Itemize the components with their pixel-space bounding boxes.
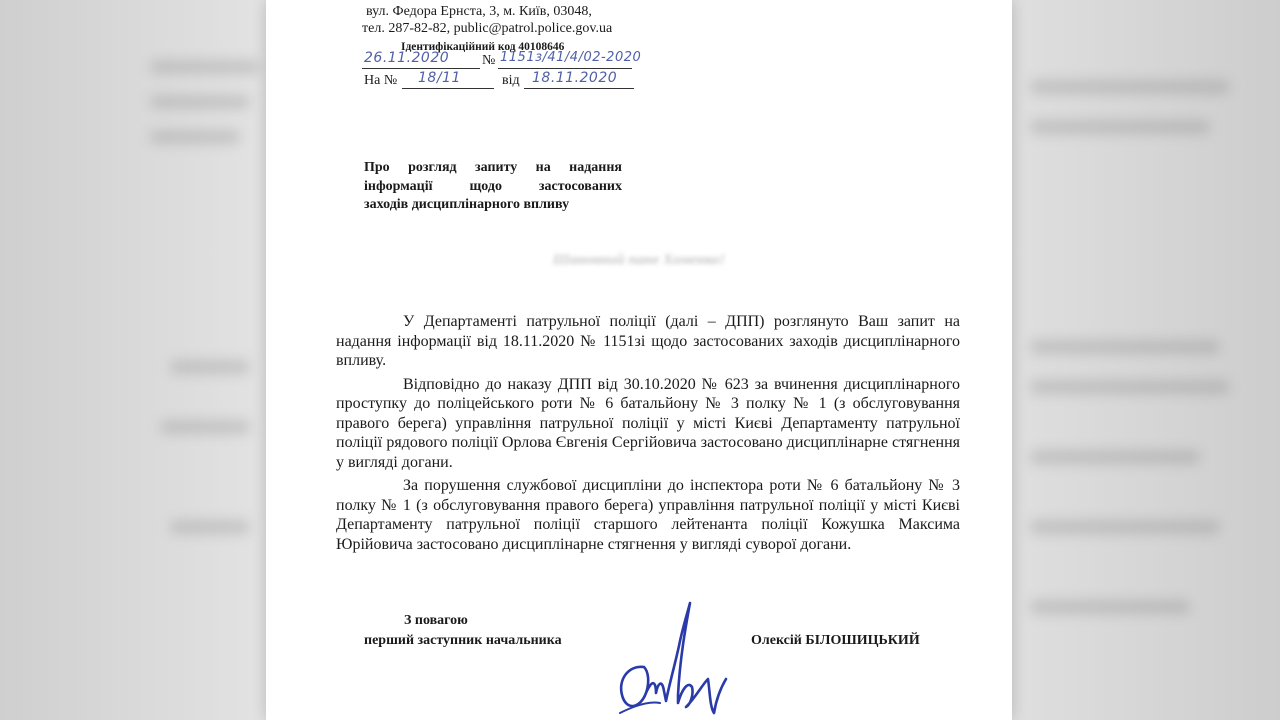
outgoing-number: 1151з/41/4/02-2020 <box>500 50 642 65</box>
letter-subject <box>364 159 622 215</box>
closing-respect: З повагою <box>404 613 468 628</box>
letter-greeting: Шановний пане Хоменко! <box>552 252 726 268</box>
body-paragraph: Відповідно до наказу ДПП від 30.10.2020 № 623 за вчинення дисциплінарного проступку до поліцейського роти № 6 батальйону № 3 полку № 1 (з обслуговування правого берега) управління патрульної поліції у місті Києві Департаменту патрульної поліції рядового поліції Орлова Євгенія Сергійовича застосовано дисциплінарне стягнення у вигляді догани. <box>336 375 960 471</box>
header-contacts: тел. 287-82-82, public@patrol.police.gov.ua <box>362 21 613 36</box>
subject-line: інформації щодо застосованих <box>364 178 622 194</box>
body-paragraph: У Департаменті патрульної поліції (далі – ДПП) розглянуто Ваш запит на надання інформації від 18.11.2020 № 1151зі щодо застосованих заходів дисциплінарного впливу. <box>336 313 960 369</box>
subject-line: Про розгляд запиту на надання <box>364 160 622 175</box>
outgoing-number-label: № <box>482 53 496 68</box>
incoming-date: 18.11.2020 <box>532 70 618 86</box>
outgoing-date: 26.11.2020 <box>364 50 450 66</box>
header-id-code: Ідентифікаційний код 40108646 <box>401 41 565 53</box>
incoming-date-label: від <box>502 73 520 88</box>
header-address: вул. Федора Ернста, 3, м. Київ, 03048, <box>366 4 592 19</box>
letter-body <box>336 312 960 558</box>
outgoing-number-underline <box>498 68 632 69</box>
letter-page <box>266 0 1012 720</box>
subject-line: заходів дисциплінарного впливу <box>364 197 570 212</box>
body-paragraph: За порушення службової дисципліни до інспектора роти № 6 батальйону № 3 полку № 1 (з обслуговування правого берега) управління патрульної поліції у місті Києві Департаменту патрульної поліції старшого лейтенанта поліції Кожушка Максима Юрійовича застосовано дисциплінарне стягнення у вигляді суворої догани. <box>336 477 960 553</box>
incoming-date-underline <box>524 88 634 89</box>
incoming-number-underline <box>402 88 494 89</box>
signature-icon <box>606 595 736 720</box>
outgoing-date-underline <box>362 68 480 69</box>
incoming-number: 18/11 <box>418 70 461 86</box>
signer-position: перший заступник начальника <box>364 633 562 648</box>
incoming-number-label: На № <box>364 73 398 88</box>
signer-name: Олексій БІЛОШИЦЬКИЙ <box>751 633 920 648</box>
